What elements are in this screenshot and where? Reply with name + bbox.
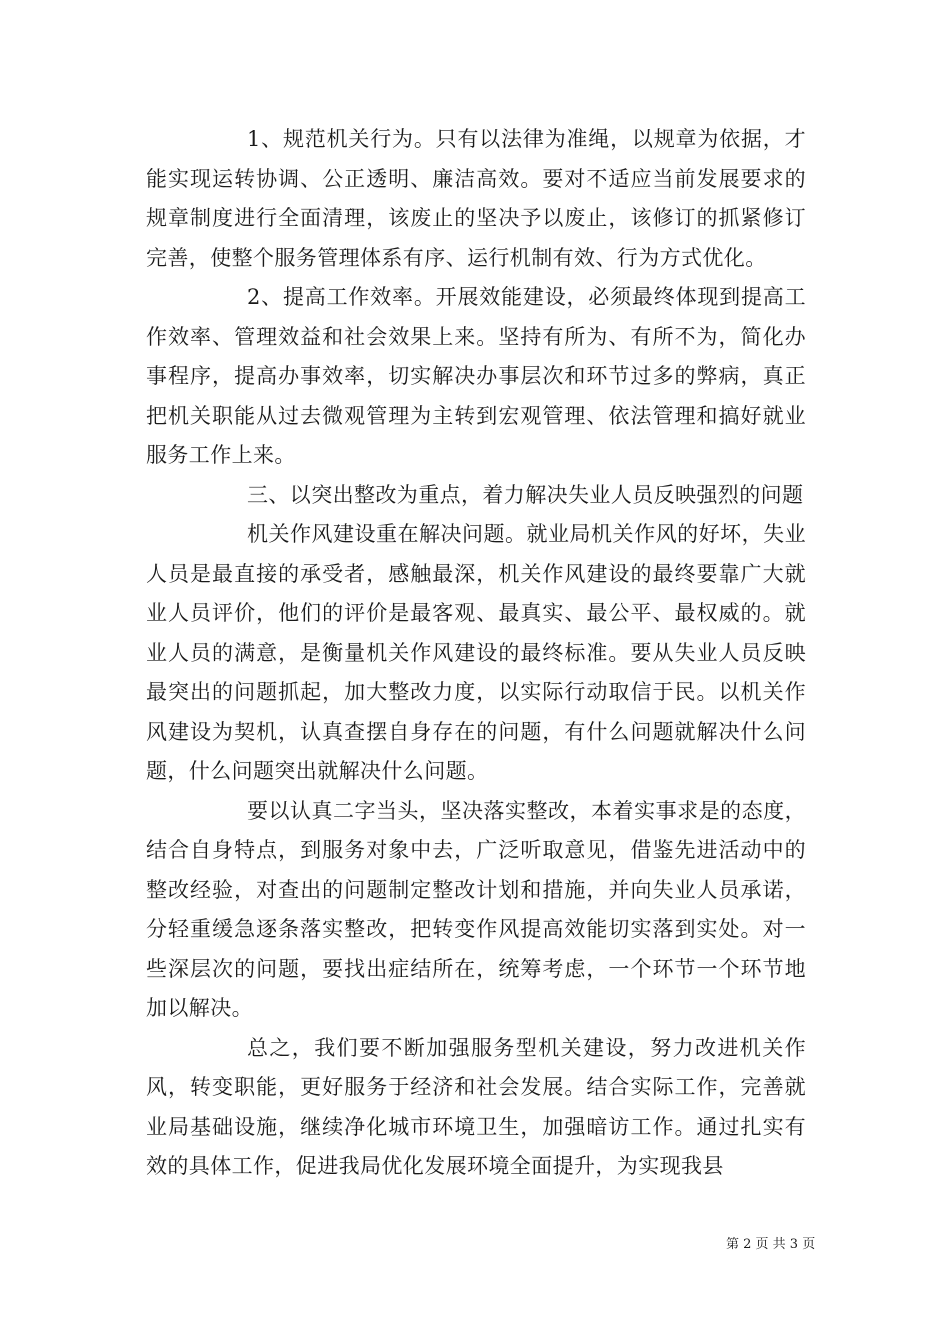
paragraph-5: 总之，我们要不断加强服务型机关建设，努力改进机关作风，转变职能，更好服务于经济和社会发展。结合实际工作，完善就业局基础设施，继续净化城市环境卫生，加强暗访工作。通过扎实有效的具体工作，促进我局优化发展环境全面提升，为实现我县 <box>146 1035 806 1178</box>
page-number: 第 2 页 共 3 页 <box>726 1237 816 1252</box>
paragraph-3: 机关作风建设重在解决问题。就业局机关作风的好坏，失业人员是最直接的承受者，感触最深，机关作风建设的最终要靠广大就业人员评价，他们的评价是最客观、最真实、最公平、最权威的。就业人员的满意，是衡量机关作风建设的最终标准。要从失业人员反映最突出的问题抓起，加大整改力度，以实际行动取信于民。以机关作风建设为契机，认真查摆自身存在的问题，有什么问题就解决什么问题，什么问题突出就解决什么问题。 <box>146 522 806 783</box>
section-heading: 三、以突出整改为重点，着力解决失业人员反映强烈的问题 <box>247 482 804 507</box>
document-body <box>146 120 806 1187</box>
paragraph-2: 2、提高工作效率。开展效能建设，必须最终体现到提高工作效率、管理效益和社会效果上来。坚持有所为、有所不为，简化办事程序，提高办事效率，切实解决办事层次和环节过多的弊病，真正把机关职能从过去微观管理为主转到宏观管理、依法管理和搞好就业服务工作上来。 <box>146 285 806 467</box>
paragraph-4: 要以认真二字当头，坚决落实整改，本着实事求是的态度，结合自身特点，到服务对象中去，广泛听取意见，借鉴先进活动中的整改经验，对查出的问题制定整改计划和措施，并向失业人员承诺，分轻重缓急逐条落实整改，把转变作风提高效能切实落到实处。对一些深层次的问题，要找出症结所在，统筹考虑，一个环节一个环节地加以解决。 <box>146 798 806 1020</box>
paragraph-1: 1、规范机关行为。只有以法律为准绳，以规章为依据，才能实现运转协调、公正透明、廉洁高效。要对不适应当前发展要求的规章制度进行全面清理，该废止的坚决予以废止，该修订的抓紧修订完善，使整个服务管理体系有序、运行机制有效、行为方式优化。 <box>146 127 806 270</box>
